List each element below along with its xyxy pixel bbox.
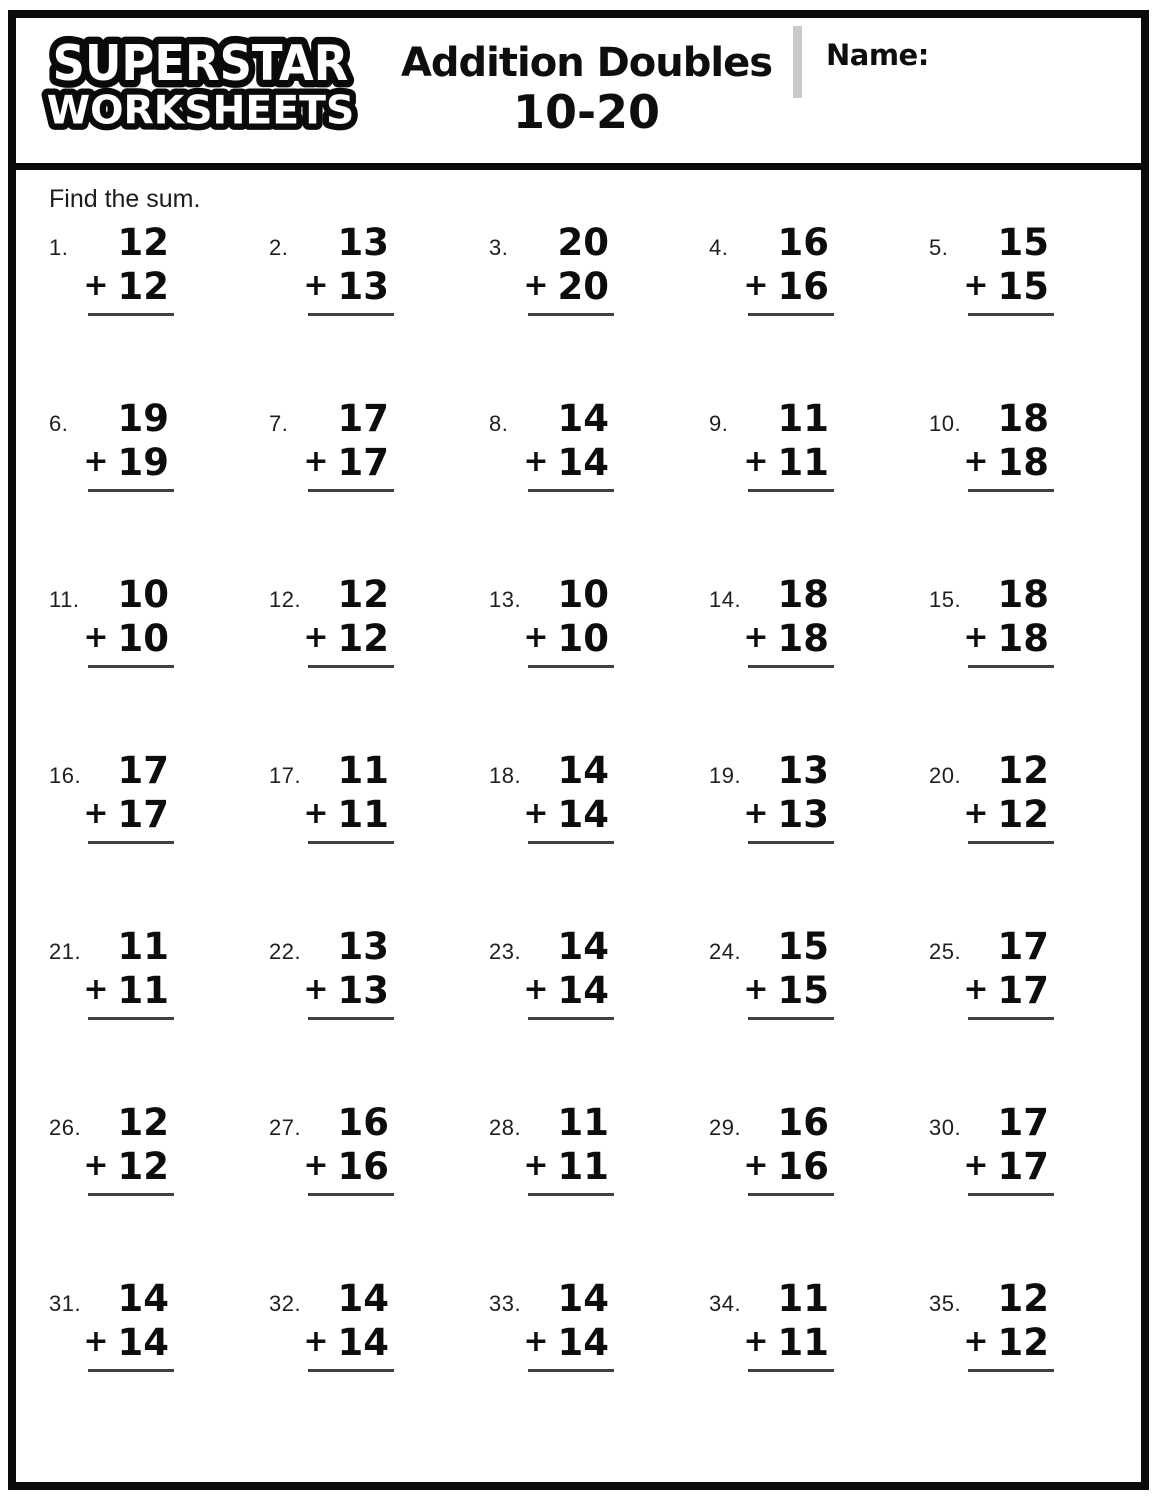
problem-number: 30. <box>929 1115 962 1140</box>
answer-line[interactable] <box>308 841 394 844</box>
problem-body <box>83 1277 169 1449</box>
problem-body <box>743 397 829 569</box>
bottom-operand-row <box>523 1144 609 1188</box>
top-operand: 11 <box>777 397 829 440</box>
problem-body <box>963 221 1049 393</box>
plus-sign: + <box>963 619 989 655</box>
bottom-operand: 18 <box>997 616 1049 660</box>
bottom-operand-row <box>303 1320 389 1364</box>
problem-number: 19. <box>709 763 742 788</box>
answer-line[interactable] <box>528 489 614 492</box>
top-operand: 14 <box>117 1277 169 1320</box>
answer-line[interactable] <box>308 1017 394 1020</box>
problem-number: 34. <box>709 1291 742 1316</box>
bottom-operand-row <box>743 1144 829 1188</box>
problem-number: 33. <box>489 1291 522 1316</box>
bottom-operand: 16 <box>337 1144 389 1188</box>
addition-problem <box>269 1097 489 1273</box>
bottom-operand: 14 <box>557 1320 609 1364</box>
top-operand: 15 <box>997 221 1049 264</box>
bottom-operand: 14 <box>337 1320 389 1364</box>
answer-line[interactable] <box>308 489 394 492</box>
bottom-operand-row <box>83 792 169 836</box>
top-operand: 11 <box>117 925 169 968</box>
bottom-operand-row <box>963 792 1049 836</box>
problem-number: 15. <box>929 587 962 612</box>
addition-problem <box>269 217 489 393</box>
top-operand: 19 <box>117 397 169 440</box>
top-operand: 14 <box>557 1277 609 1320</box>
answer-line[interactable] <box>528 1369 614 1372</box>
name-divider <box>793 26 802 98</box>
answer-line[interactable] <box>748 313 834 316</box>
problem-number: 23. <box>489 939 522 964</box>
top-operand: 11 <box>337 749 389 792</box>
answer-line[interactable] <box>308 665 394 668</box>
problem-number: 27. <box>269 1115 302 1140</box>
top-operand: 17 <box>337 397 389 440</box>
bottom-operand-row <box>743 440 829 484</box>
answer-line[interactable] <box>308 313 394 316</box>
answer-line[interactable] <box>748 841 834 844</box>
bottom-operand-row <box>743 264 829 308</box>
addition-problem <box>489 921 709 1097</box>
page-title-line-1: Addition Doubles <box>400 40 773 86</box>
addition-problem <box>929 1273 1149 1449</box>
plus-sign: + <box>83 795 109 831</box>
bottom-operand-row <box>83 440 169 484</box>
bottom-operand: 17 <box>997 968 1049 1012</box>
plus-sign: + <box>743 1147 769 1183</box>
bottom-operand: 17 <box>337 440 389 484</box>
bottom-operand-row <box>303 792 389 836</box>
problem-body <box>963 1277 1049 1449</box>
problem-number: 5. <box>929 235 949 260</box>
plus-sign: + <box>743 443 769 479</box>
problem-body <box>963 573 1049 745</box>
bottom-operand-row <box>83 616 169 660</box>
problem-number: 17. <box>269 763 302 788</box>
answer-line[interactable] <box>748 1017 834 1020</box>
bottom-operand-row <box>303 1144 389 1188</box>
plus-sign: + <box>83 443 109 479</box>
problem-body <box>83 573 169 745</box>
plus-sign: + <box>83 971 109 1007</box>
problem-number: 7. <box>269 411 289 436</box>
bottom-operand: 14 <box>557 968 609 1012</box>
problem-number: 6. <box>49 411 69 436</box>
top-operand: 16 <box>777 1101 829 1144</box>
bottom-operand: 12 <box>997 1320 1049 1364</box>
top-operand: 13 <box>337 221 389 264</box>
problem-body <box>963 925 1049 1097</box>
problem-number: 21. <box>49 939 82 964</box>
bottom-operand-row <box>303 616 389 660</box>
bottom-operand: 10 <box>117 616 169 660</box>
bottom-operand: 16 <box>777 1144 829 1188</box>
answer-line[interactable] <box>968 841 1054 844</box>
problem-number: 12. <box>269 587 302 612</box>
answer-line[interactable] <box>308 1369 394 1372</box>
bottom-operand: 11 <box>557 1144 609 1188</box>
bottom-operand-row <box>743 1320 829 1364</box>
plus-sign: + <box>303 971 329 1007</box>
bottom-operand-row <box>303 968 389 1012</box>
addition-problem <box>269 921 489 1097</box>
addition-problem <box>929 217 1149 393</box>
superstar-worksheets-logo <box>28 32 380 140</box>
addition-problem <box>929 569 1149 745</box>
addition-problem <box>489 1273 709 1449</box>
addition-problem <box>709 1273 929 1449</box>
addition-problem <box>269 1273 489 1449</box>
problem-number: 28. <box>489 1115 522 1140</box>
addition-problem <box>49 745 269 921</box>
top-operand: 14 <box>557 397 609 440</box>
addition-problem <box>269 393 489 569</box>
bottom-operand-row <box>83 1320 169 1364</box>
problem-number: 26. <box>49 1115 82 1140</box>
bottom-operand: 14 <box>557 440 609 484</box>
bottom-operand-row <box>523 1320 609 1364</box>
name-label: Name: <box>826 38 929 72</box>
plus-sign: + <box>523 971 549 1007</box>
addition-problem <box>489 393 709 569</box>
problem-number: 4. <box>709 235 729 260</box>
addition-problem <box>489 569 709 745</box>
addition-problem <box>269 745 489 921</box>
problem-number: 11. <box>49 587 80 612</box>
plus-sign: + <box>303 443 329 479</box>
page-title <box>380 18 793 139</box>
addition-problem <box>709 217 929 393</box>
addition-problem <box>709 569 929 745</box>
problem-body <box>83 1101 169 1273</box>
plus-sign: + <box>303 1323 329 1359</box>
bottom-operand-row <box>523 968 609 1012</box>
problem-number: 22. <box>269 939 302 964</box>
plus-sign: + <box>83 1147 109 1183</box>
answer-line[interactable] <box>968 1369 1054 1372</box>
plus-sign: + <box>743 971 769 1007</box>
bottom-operand: 12 <box>117 264 169 308</box>
problem-body <box>303 397 389 569</box>
bottom-operand: 19 <box>117 440 169 484</box>
answer-line[interactable] <box>528 665 614 668</box>
plus-sign: + <box>963 1147 989 1183</box>
answer-line[interactable] <box>968 1193 1054 1196</box>
problem-number: 18. <box>489 763 522 788</box>
page-frame <box>8 10 1149 1490</box>
problem-number: 32. <box>269 1291 302 1316</box>
bottom-operand: 17 <box>997 1144 1049 1188</box>
plus-sign: + <box>523 1323 549 1359</box>
answer-line[interactable] <box>88 489 174 492</box>
top-operand: 17 <box>997 925 1049 968</box>
problem-body <box>523 749 609 921</box>
addition-problem <box>709 1097 929 1273</box>
bottom-operand-row <box>743 792 829 836</box>
top-operand: 10 <box>117 573 169 616</box>
problem-body <box>523 573 609 745</box>
bottom-operand: 15 <box>997 264 1049 308</box>
bottom-operand: 18 <box>997 440 1049 484</box>
problem-body <box>963 1101 1049 1273</box>
answer-line[interactable] <box>748 1193 834 1196</box>
bottom-operand: 12 <box>337 616 389 660</box>
answer-line[interactable] <box>88 665 174 668</box>
addition-problem <box>489 1097 709 1273</box>
problem-number: 31. <box>49 1291 82 1316</box>
top-operand: 16 <box>337 1101 389 1144</box>
top-operand: 13 <box>337 925 389 968</box>
bottom-operand-row <box>523 792 609 836</box>
addition-problem <box>489 217 709 393</box>
problem-body <box>743 573 829 745</box>
bottom-operand: 14 <box>557 792 609 836</box>
problem-number: 25. <box>929 939 962 964</box>
addition-problem <box>709 921 929 1097</box>
answer-line[interactable] <box>88 1193 174 1196</box>
plus-sign: + <box>83 1323 109 1359</box>
top-operand: 15 <box>777 925 829 968</box>
page-title-line-2: 10-20 <box>512 85 661 139</box>
logo-line-2: WORKSHEETS <box>46 87 355 134</box>
top-operand: 18 <box>997 573 1049 616</box>
answer-line[interactable] <box>748 1369 834 1372</box>
logo-line-1: SUPERSTAR <box>52 34 349 93</box>
worksheet-header <box>16 18 1141 170</box>
answer-line[interactable] <box>968 489 1054 492</box>
problem-body <box>303 749 389 921</box>
answer-line[interactable] <box>528 841 614 844</box>
addition-problem <box>929 921 1149 1097</box>
top-operand: 14 <box>557 749 609 792</box>
plus-sign: + <box>743 1323 769 1359</box>
bottom-operand-row <box>963 264 1049 308</box>
plus-sign: + <box>523 795 549 831</box>
top-operand: 16 <box>777 221 829 264</box>
plus-sign: + <box>83 267 109 303</box>
bottom-operand: 11 <box>777 440 829 484</box>
top-operand: 20 <box>557 221 609 264</box>
problem-number: 9. <box>709 411 729 436</box>
problem-number: 10. <box>929 411 962 436</box>
problem-number: 1. <box>49 235 69 260</box>
plus-sign: + <box>83 619 109 655</box>
problem-body <box>523 1101 609 1273</box>
plus-sign: + <box>743 619 769 655</box>
top-operand: 11 <box>777 1277 829 1320</box>
bottom-operand: 13 <box>337 968 389 1012</box>
bottom-operand-row <box>83 968 169 1012</box>
problem-number: 3. <box>489 235 509 260</box>
problem-body <box>303 573 389 745</box>
addition-problem <box>49 921 269 1097</box>
answer-line[interactable] <box>748 489 834 492</box>
problem-body <box>743 221 829 393</box>
problem-body <box>303 1277 389 1449</box>
addition-problem <box>929 393 1149 569</box>
bottom-operand-row <box>963 616 1049 660</box>
problem-body <box>83 397 169 569</box>
addition-problem <box>489 745 709 921</box>
addition-problem <box>49 1273 269 1449</box>
bottom-operand: 12 <box>997 792 1049 836</box>
plus-sign: + <box>963 267 989 303</box>
bottom-operand: 11 <box>117 968 169 1012</box>
bottom-operand-row <box>743 616 829 660</box>
plus-sign: + <box>303 1147 329 1183</box>
plus-sign: + <box>963 971 989 1007</box>
plus-sign: + <box>303 795 329 831</box>
plus-sign: + <box>303 267 329 303</box>
answer-line[interactable] <box>528 313 614 316</box>
bottom-operand: 10 <box>557 616 609 660</box>
problem-number: 16. <box>49 763 82 788</box>
addition-problem <box>49 393 269 569</box>
plus-sign: + <box>963 795 989 831</box>
problem-number: 29. <box>709 1115 742 1140</box>
answer-line[interactable] <box>528 1193 614 1196</box>
problem-body <box>303 1101 389 1273</box>
bottom-operand-row <box>83 1144 169 1188</box>
plus-sign: + <box>743 267 769 303</box>
bottom-operand: 13 <box>337 264 389 308</box>
addition-problem <box>709 393 929 569</box>
bottom-operand-row <box>743 968 829 1012</box>
top-operand: 12 <box>117 221 169 264</box>
bottom-operand-row <box>523 440 609 484</box>
top-operand: 11 <box>557 1101 609 1144</box>
top-operand: 12 <box>997 1277 1049 1320</box>
addition-problem <box>269 569 489 745</box>
addition-problem <box>709 745 929 921</box>
answer-line[interactable] <box>88 1017 174 1020</box>
plus-sign: + <box>523 619 549 655</box>
addition-problem <box>49 1097 269 1273</box>
top-operand: 17 <box>117 749 169 792</box>
top-operand: 14 <box>557 925 609 968</box>
problem-number: 20. <box>929 763 962 788</box>
name-section <box>793 18 1141 163</box>
problem-body <box>523 221 609 393</box>
problem-body <box>83 749 169 921</box>
bottom-operand-row <box>963 440 1049 484</box>
bottom-operand-row <box>83 264 169 308</box>
addition-problem <box>49 569 269 745</box>
problem-body <box>743 1277 829 1449</box>
addition-problem <box>929 1097 1149 1273</box>
addition-problem <box>49 217 269 393</box>
instructions-text: Find the sum. <box>49 185 201 213</box>
bottom-operand: 20 <box>557 264 609 308</box>
problem-body <box>83 221 169 393</box>
top-operand: 18 <box>997 397 1049 440</box>
problem-number: 35. <box>929 1291 962 1316</box>
answer-line[interactable] <box>88 313 174 316</box>
problem-number: 13. <box>489 587 522 612</box>
bottom-operand: 17 <box>117 792 169 836</box>
answer-line[interactable] <box>308 1193 394 1196</box>
problem-body <box>963 397 1049 569</box>
logo-graphic <box>28 32 373 136</box>
bottom-operand-row <box>303 264 389 308</box>
problem-body <box>743 925 829 1097</box>
plus-sign: + <box>523 267 549 303</box>
addition-problem <box>929 745 1149 921</box>
problem-number: 14. <box>709 587 742 612</box>
top-operand: 14 <box>337 1277 389 1320</box>
problem-body <box>303 221 389 393</box>
problem-body <box>743 749 829 921</box>
plus-sign: + <box>963 1323 989 1359</box>
plus-sign: + <box>523 443 549 479</box>
worksheet-body <box>16 170 1141 1482</box>
bottom-operand: 12 <box>117 1144 169 1188</box>
answer-line[interactable] <box>88 1369 174 1372</box>
top-operand: 17 <box>997 1101 1049 1144</box>
bottom-operand: 13 <box>777 792 829 836</box>
problem-number: 24. <box>709 939 742 964</box>
plus-sign: + <box>303 619 329 655</box>
bottom-operand-row <box>963 1144 1049 1188</box>
top-operand: 12 <box>117 1101 169 1144</box>
bottom-operand-row <box>963 968 1049 1012</box>
bottom-operand-row <box>303 440 389 484</box>
bottom-operand: 14 <box>117 1320 169 1364</box>
bottom-operand: 11 <box>337 792 389 836</box>
plus-sign: + <box>523 1147 549 1183</box>
problem-body <box>743 1101 829 1273</box>
plus-sign: + <box>743 795 769 831</box>
answer-line[interactable] <box>88 841 174 844</box>
problem-body <box>963 749 1049 921</box>
bottom-operand: 15 <box>777 968 829 1012</box>
answer-line[interactable] <box>968 313 1054 316</box>
answer-line[interactable] <box>968 1017 1054 1020</box>
bottom-operand-row <box>963 1320 1049 1364</box>
problem-body <box>303 925 389 1097</box>
top-operand: 18 <box>777 573 829 616</box>
problem-body <box>523 925 609 1097</box>
problems-grid <box>49 217 1141 1449</box>
name-input-area[interactable] <box>929 24 1141 84</box>
top-operand: 10 <box>557 573 609 616</box>
bottom-operand-row <box>523 616 609 660</box>
problem-body <box>83 925 169 1097</box>
bottom-operand-row <box>523 264 609 308</box>
top-operand: 12 <box>337 573 389 616</box>
answer-line[interactable] <box>748 665 834 668</box>
top-operand: 12 <box>997 749 1049 792</box>
answer-line[interactable] <box>968 665 1054 668</box>
bottom-operand: 16 <box>777 264 829 308</box>
problem-body <box>523 397 609 569</box>
bottom-operand: 18 <box>777 616 829 660</box>
answer-line[interactable] <box>528 1017 614 1020</box>
top-operand: 13 <box>777 749 829 792</box>
problem-number: 2. <box>269 235 289 260</box>
problem-number: 8. <box>489 411 509 436</box>
problem-body <box>523 1277 609 1449</box>
plus-sign: + <box>963 443 989 479</box>
bottom-operand: 11 <box>777 1320 829 1364</box>
